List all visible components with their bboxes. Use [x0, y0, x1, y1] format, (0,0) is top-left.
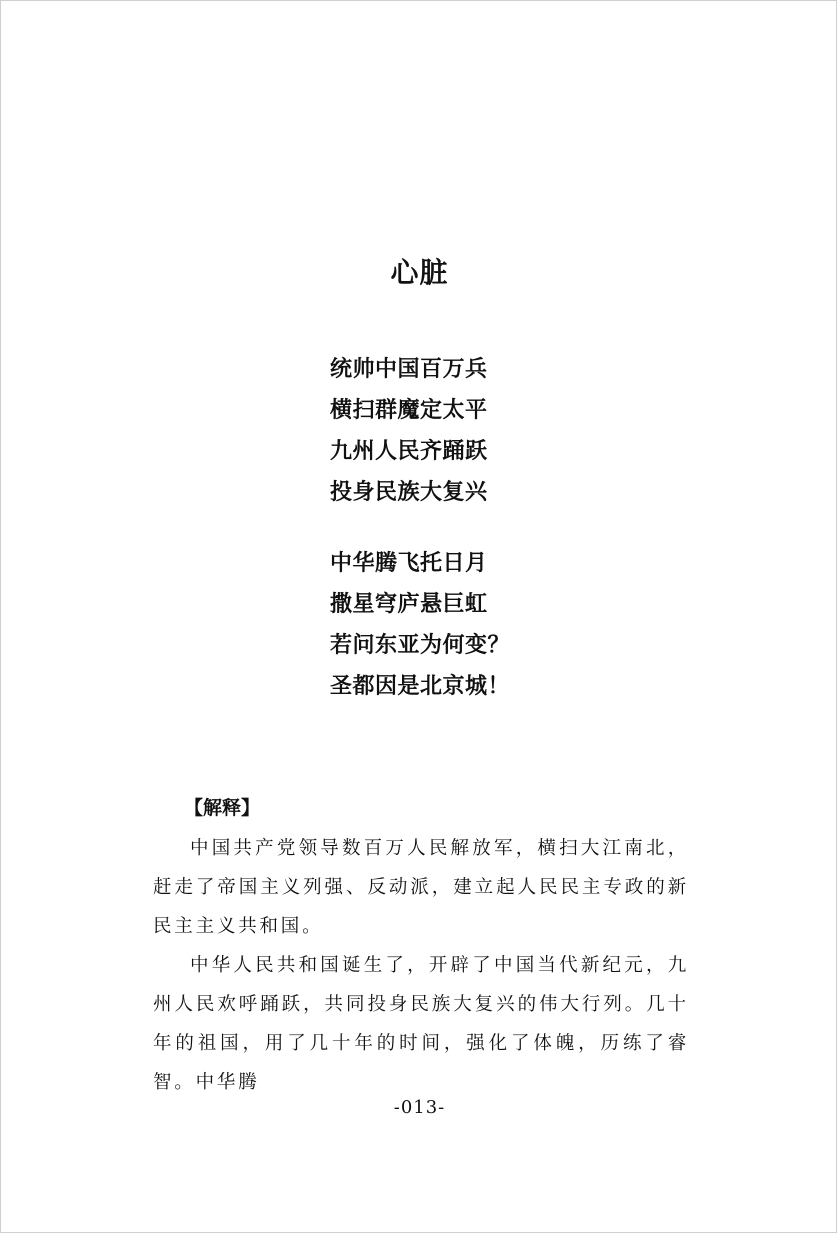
poem-line: 撒星穹庐悬巨虹 [330, 592, 488, 617]
poem-line: 中华腾飞托日月 [330, 551, 488, 576]
poem-line: 若问东亚为何变？ [330, 633, 511, 658]
page-number: -013- [393, 1097, 446, 1118]
poem-body [330, 349, 570, 737]
poem-stanza-1 [330, 349, 570, 513]
poem-line: 横扫群魔定太平 [330, 398, 488, 423]
poem-line: 统帅中国百万兵 [330, 357, 488, 382]
explanation-paragraph: 中国共产党领导数百万人民解放军，横扫大江南北，赶走了帝国主义列强、反动派，建立起人民民主专政的新民主主义共和国。 [153, 838, 689, 937]
explanation-heading: 【解释】 [184, 797, 261, 819]
explanation-body [153, 829, 689, 1102]
poem-title: 心脏 [390, 256, 449, 289]
poem-line: 九州人民齐踊跃 [330, 439, 488, 464]
poem-stanza-2 [330, 543, 570, 707]
poem-line: 圣都因是北京城！ [330, 674, 511, 699]
poem-line: 投身民族大复兴 [330, 480, 488, 505]
explanation-paragraph: 中华人民共和国诞生了，开辟了中国当代新纪元，九州人民欢呼踊跃，共同投身民族大复兴的伟大行列。几十年的祖国，用了几十年的时间，强化了体魄，历练了睿智。中华腾 [153, 955, 689, 1093]
